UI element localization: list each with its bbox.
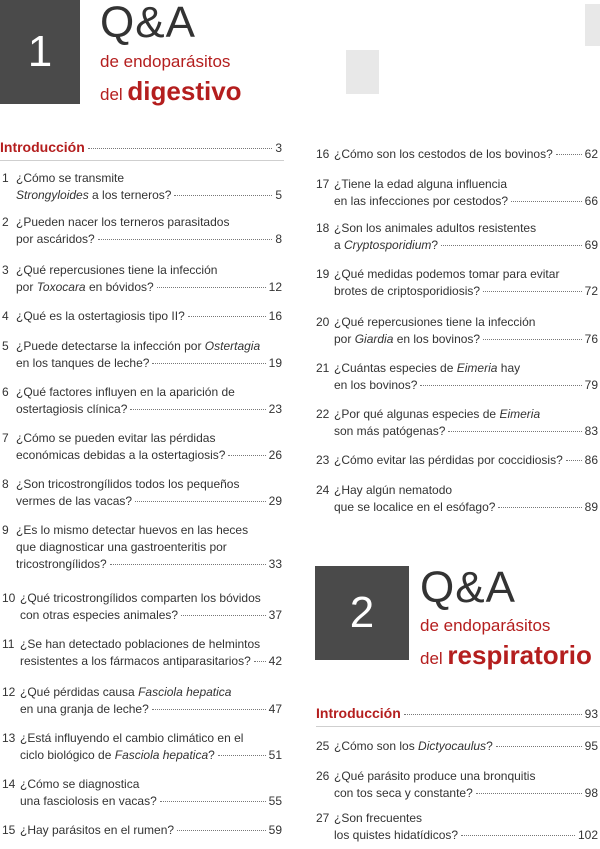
toc-entry-text: ¿Qué repercusiones tiene la infección bbox=[16, 263, 218, 277]
toc-entry-page: 19 bbox=[268, 356, 282, 370]
toc-entry-text: ¿Es lo mismo detectar huevos en las heces bbox=[16, 523, 249, 537]
toc-entry-text: en los bovinos? bbox=[334, 378, 418, 392]
toc-entry-number: 3 bbox=[2, 263, 9, 277]
chapter-1-subtitle-prefix: del bbox=[100, 85, 123, 104]
toc-entry-page: 26 bbox=[268, 448, 282, 462]
toc-entry[interactable] bbox=[316, 266, 598, 300]
chapter-1-number: 1 bbox=[27, 27, 53, 76]
toc-entry-text: ¿Hay algún nematodo bbox=[334, 483, 453, 497]
dot-leader bbox=[556, 154, 582, 155]
toc-entry-text: los quistes hidatídicos? bbox=[334, 828, 459, 842]
toc-entry-text: en los tanques de leche? bbox=[16, 356, 150, 370]
divider-right-bottom bbox=[316, 726, 600, 727]
toc-entry-page: 69 bbox=[584, 238, 598, 252]
dot-leader bbox=[483, 339, 582, 340]
toc-entry-text: con tos seca y constante? bbox=[334, 786, 473, 800]
toc-entry-text: que diagnosticar una gastroenteritis por bbox=[16, 540, 227, 554]
toc-entry-number: 21 bbox=[316, 361, 330, 375]
toc-entry-text: ¿Cómo son los cestodos de los bovinos? bbox=[334, 147, 553, 161]
toc-entry-text: ¿Está influyendo el cambio climático en el bbox=[20, 731, 244, 745]
dot-leader bbox=[448, 431, 581, 432]
toc-entry-page: 86 bbox=[584, 453, 598, 467]
toc-entry-page: 59 bbox=[268, 823, 282, 837]
toc-entry-number: 16 bbox=[316, 147, 330, 161]
toc-entry[interactable] bbox=[2, 730, 282, 764]
toc-entry-page: 29 bbox=[268, 494, 282, 508]
toc-entry-number: 20 bbox=[316, 315, 330, 329]
toc-entry-number: 9 bbox=[2, 523, 9, 537]
toc-entry[interactable] bbox=[316, 146, 598, 163]
dot-leader bbox=[110, 564, 266, 565]
dot-leader bbox=[152, 709, 266, 710]
toc-entry[interactable] bbox=[316, 220, 598, 254]
toc-entry-text: ¿Qué factores influyen en la aparición de bbox=[16, 385, 235, 399]
toc-entry[interactable] bbox=[2, 430, 282, 464]
toc-entry-text: en una granja de leche? bbox=[20, 702, 149, 716]
intro-2-entry[interactable] bbox=[316, 705, 598, 721]
toc-entry-text: ostertagiosis clínica? bbox=[16, 402, 128, 416]
dot-leader bbox=[483, 291, 582, 292]
toc-entry-text: económicas debidas a la ostertagiosis? bbox=[16, 448, 226, 462]
toc-entry-number: 13 bbox=[2, 731, 16, 745]
dot-leader bbox=[160, 801, 266, 802]
toc-entry-page: 72 bbox=[584, 284, 598, 298]
toc-entry-text: ¿Cómo se transmite bbox=[16, 171, 125, 185]
toc-entry[interactable] bbox=[316, 768, 598, 802]
toc-entry-page: 16 bbox=[268, 309, 282, 323]
toc-entry-text: ¿Qué pérdidas causa Fasciola hepatica bbox=[20, 685, 232, 699]
toc-entry-text: ¿Qué parásito produce una bronquitis bbox=[334, 769, 536, 783]
toc-entry-text: tricostrongílidos? bbox=[16, 557, 107, 571]
dot-leader bbox=[404, 714, 582, 715]
decorative-gray-square-small bbox=[585, 4, 600, 46]
decorative-gray-square bbox=[346, 50, 379, 94]
toc-entry[interactable] bbox=[316, 176, 598, 210]
toc-entry-page: 62 bbox=[584, 147, 598, 161]
toc-entry-number: 14 bbox=[2, 777, 16, 791]
toc-entry[interactable] bbox=[316, 738, 598, 755]
toc-entry[interactable] bbox=[316, 452, 598, 469]
dot-leader bbox=[152, 363, 265, 364]
toc-entry-page: 12 bbox=[268, 280, 282, 294]
toc-entry-text: ¿Cómo evitar las pérdidas por coccidiosis? bbox=[334, 453, 563, 467]
toc-entry-page: 76 bbox=[584, 332, 598, 346]
toc-entry[interactable] bbox=[2, 214, 282, 248]
toc-entry-page: 55 bbox=[268, 794, 282, 808]
intro-1-label: Introducción bbox=[0, 139, 85, 155]
toc-entry-text: ¿Qué medidas podemos tomar para evitar bbox=[334, 267, 560, 281]
toc-entry-page: 33 bbox=[268, 557, 282, 571]
toc-entry-number: 22 bbox=[316, 407, 330, 421]
dot-leader bbox=[461, 835, 575, 836]
toc-entry-number: 12 bbox=[2, 685, 16, 699]
toc-entry-text: ¿Tiene la edad alguna influencia bbox=[334, 177, 508, 191]
toc-entry-page: 89 bbox=[584, 500, 598, 514]
toc-entry[interactable] bbox=[2, 522, 282, 573]
toc-entry[interactable] bbox=[2, 822, 282, 839]
toc-entry-text: que se localice en el esófago? bbox=[334, 500, 496, 514]
chapter-2-subtitle-line2 bbox=[420, 640, 592, 671]
intro-1-page: 3 bbox=[275, 141, 282, 155]
toc-entry-text: ¿Qué tricostrongílidos comparten los bóvidos bbox=[20, 591, 261, 605]
chapter-2-subtitle-line1: de endoparásitos bbox=[420, 616, 551, 635]
chapter-1-subtitle-line1: de endoparásitos bbox=[100, 52, 231, 71]
toc-entry-page: 37 bbox=[268, 608, 282, 622]
dot-leader bbox=[441, 245, 582, 246]
toc-entry-text: ¿Son frecuentes bbox=[334, 811, 423, 825]
toc-entry-number: 23 bbox=[316, 453, 330, 467]
toc-entry-number: 27 bbox=[316, 811, 330, 825]
chapter-1-title: Q&A bbox=[100, 0, 196, 47]
dot-leader bbox=[98, 239, 273, 240]
toc-entry-text: ¿Qué es la ostertagiosis tipo II? bbox=[16, 309, 185, 323]
toc-entry[interactable] bbox=[2, 384, 282, 418]
toc-entry-text: ¿Puede detectarse la infección por Ostertagia bbox=[16, 339, 261, 353]
chapter-1-number-box bbox=[0, 0, 80, 104]
toc-entry-page: 42 bbox=[268, 654, 282, 668]
toc-entry-text: por ascáridos? bbox=[16, 232, 95, 246]
chapter-2-number-box bbox=[315, 566, 409, 660]
toc-entry-number: 15 bbox=[2, 823, 16, 837]
toc-entry-number: 17 bbox=[316, 177, 330, 191]
toc-entry-number: 18 bbox=[316, 221, 330, 235]
toc-entry-text: ¿Cuántas especies de Eimeria hay bbox=[334, 361, 521, 375]
toc-entry[interactable] bbox=[316, 406, 598, 440]
toc-entry-text: Strongyloides a los terneros? bbox=[16, 188, 172, 202]
toc-entry[interactable] bbox=[2, 170, 282, 204]
toc-entry-number: 4 bbox=[2, 309, 9, 323]
toc-entry[interactable] bbox=[2, 262, 282, 296]
toc-entry-text: ciclo biológico de Fasciola hepatica? bbox=[20, 748, 215, 762]
dot-leader bbox=[498, 507, 581, 508]
dot-leader bbox=[496, 746, 582, 747]
toc-entry[interactable] bbox=[2, 636, 282, 670]
dot-leader bbox=[476, 793, 582, 794]
toc-entry[interactable] bbox=[2, 338, 282, 372]
dot-leader bbox=[174, 195, 272, 196]
toc-entry[interactable] bbox=[2, 684, 282, 718]
toc-entry-number: 8 bbox=[2, 477, 9, 491]
chapter-1-subtitle-strong: digestivo bbox=[127, 76, 242, 106]
intro-2-page: 93 bbox=[584, 707, 598, 721]
dot-leader bbox=[135, 501, 266, 502]
toc-entry-page: 79 bbox=[584, 378, 598, 392]
toc-entry-text: a Cryptosporidium? bbox=[334, 238, 439, 252]
toc-entry[interactable] bbox=[2, 590, 282, 624]
dot-leader bbox=[188, 316, 266, 317]
toc-entry-text: ¿Pueden nacer los terneros parasitados bbox=[16, 215, 230, 229]
toc-entry-page: 8 bbox=[275, 232, 282, 246]
toc-entry-text: una fasciolosis en vacas? bbox=[20, 794, 157, 808]
toc-entry-number: 2 bbox=[2, 215, 9, 229]
toc-entry[interactable] bbox=[2, 308, 282, 325]
toc-entry-number: 5 bbox=[2, 339, 9, 353]
toc-entry[interactable] bbox=[2, 476, 282, 510]
toc-entry-text: ¿Cómo se pueden evitar las pérdidas bbox=[16, 431, 216, 445]
toc-entry-page: 5 bbox=[275, 188, 282, 202]
toc-entry-text: son más patógenas? bbox=[334, 424, 446, 438]
toc-entry-text: ¿Qué repercusiones tiene la infección bbox=[334, 315, 536, 329]
toc-entry-number: 25 bbox=[316, 739, 330, 753]
toc-entry-text: vermes de las vacas? bbox=[16, 494, 133, 508]
toc-entry-text: brotes de criptosporidiosis? bbox=[334, 284, 481, 298]
toc-entry-page: 66 bbox=[584, 194, 598, 208]
dot-leader bbox=[254, 661, 266, 662]
chapter-2-subtitle-prefix: del bbox=[420, 649, 443, 668]
intro-1-entry[interactable] bbox=[0, 139, 282, 155]
dot-leader bbox=[177, 830, 266, 831]
toc-entry-text: ¿Por qué algunas especies de Eimeria bbox=[334, 407, 541, 421]
chapter-2-subtitle-strong: respiratorio bbox=[447, 640, 592, 670]
toc-entry-page: 95 bbox=[584, 739, 598, 753]
toc-entry-page: 98 bbox=[584, 786, 598, 800]
toc-entry-text: ¿Son los animales adultos resistentes bbox=[334, 221, 537, 235]
dot-leader bbox=[218, 755, 266, 756]
toc-entry[interactable] bbox=[316, 314, 598, 348]
toc-entry-page: 47 bbox=[268, 702, 282, 716]
toc-entry-page: 102 bbox=[577, 828, 598, 842]
toc-entry-text: ¿Se han detectado poblaciones de helmintos bbox=[20, 637, 261, 651]
toc-entry-page: 51 bbox=[268, 748, 282, 762]
dot-leader bbox=[420, 385, 581, 386]
toc-entry-text: ¿Cómo son los Dictyocaulus? bbox=[334, 739, 493, 753]
toc-entry-text: en las infecciones por cestodos? bbox=[334, 194, 509, 208]
chapter-2-number: 2 bbox=[349, 588, 375, 637]
divider-left bbox=[0, 160, 284, 161]
toc-entry-page: 23 bbox=[268, 402, 282, 416]
toc-entry-text: ¿Hay parásitos en el rumen? bbox=[20, 823, 175, 837]
toc-entry-number: 7 bbox=[2, 431, 9, 445]
chapter-2-title: Q&A bbox=[420, 563, 516, 612]
toc-entry-page: 83 bbox=[584, 424, 598, 438]
toc-entry-text: ¿Son tricostrongílidos todos los pequeños bbox=[16, 477, 240, 491]
dot-leader bbox=[181, 615, 266, 616]
toc-entry-number: 11 bbox=[2, 637, 15, 651]
toc-entry-number: 10 bbox=[2, 591, 16, 605]
toc-entry[interactable] bbox=[316, 810, 598, 844]
dot-leader bbox=[157, 287, 266, 288]
dot-leader bbox=[130, 409, 265, 410]
dot-leader bbox=[228, 455, 265, 456]
chapter-1-subtitle-line2 bbox=[100, 76, 242, 107]
dot-leader bbox=[511, 201, 582, 202]
dot-leader bbox=[88, 148, 273, 149]
intro-2-label: Introducción bbox=[316, 705, 401, 721]
toc-entry-text: por Toxocara en bóvidos? bbox=[16, 280, 154, 294]
toc-entry-number: 1 bbox=[2, 171, 9, 185]
toc-entry-text: por Giardia en los bovinos? bbox=[334, 332, 481, 346]
toc-entry-text: con otras especies animales? bbox=[20, 608, 179, 622]
toc-entry-text: ¿Cómo se diagnostica bbox=[20, 777, 140, 791]
toc-entry-number: 24 bbox=[316, 483, 330, 497]
toc-entry-text: resistentes a los fármacos antiparasitarios? bbox=[20, 654, 251, 668]
toc-entry-number: 19 bbox=[316, 267, 330, 281]
toc-entry[interactable] bbox=[316, 360, 598, 394]
toc-entry-number: 26 bbox=[316, 769, 330, 783]
toc-entry[interactable] bbox=[316, 482, 598, 516]
toc-entry[interactable] bbox=[2, 776, 282, 810]
toc-entry-number: 6 bbox=[2, 385, 9, 399]
dot-leader bbox=[566, 460, 582, 461]
